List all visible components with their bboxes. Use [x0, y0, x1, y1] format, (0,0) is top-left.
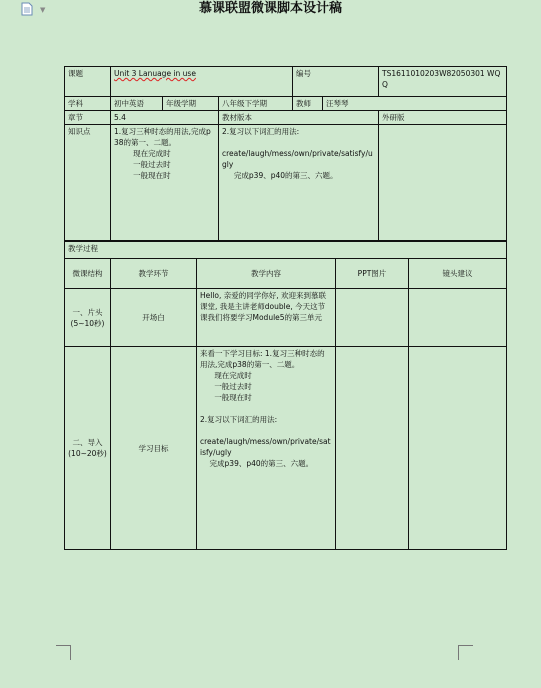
header-camera: 镜头建议 [409, 259, 507, 289]
row-structure[interactable]: 二、导入 (10~20秒) [65, 347, 111, 550]
info-table [64, 66, 507, 241]
process-label: 教学过程 [65, 242, 507, 259]
page-corner-mark-left [56, 645, 71, 660]
row-ppt[interactable] [336, 347, 409, 550]
process-table [64, 241, 507, 550]
grade-value[interactable]: 八年级下学期 [219, 97, 293, 111]
header-step: 教学环节 [111, 259, 197, 289]
chapter-value[interactable]: 5.4 [111, 111, 219, 125]
knowledge-point-2[interactable]: 2.复习以下词汇的用法: create/laugh/mess/own/private/satisfy/ugly 完成p39、p40的第三、六题。 [219, 125, 379, 241]
row-structure[interactable]: 一、片头 (5~10秒) [65, 289, 111, 347]
chapter-label: 章节 [65, 111, 111, 125]
table-row [65, 289, 507, 347]
code-value[interactable]: TS1611010203W82050301 WQQ [379, 67, 507, 97]
header-structure: 微课结构 [65, 259, 111, 289]
page-title: 慕课联盟微课脚本设计稿 [198, 1, 342, 16]
edition-label: 教材版本 [219, 111, 379, 125]
row-content[interactable]: 来看一下学习目标: 1.复习三种时态的用法,完成p38的第一、二题。 现在完成时 一般过去时 一般现在时 2.复习以下词汇的用法: create/laugh/mess/own/private/satisfy/ugly 完成p39、p40的第三、六题。 [197, 347, 336, 550]
row-camera[interactable] [409, 289, 507, 347]
header-ppt: PPT图片 [336, 259, 409, 289]
row-camera[interactable] [409, 347, 507, 550]
row-step[interactable]: 开场白 [111, 289, 197, 347]
edition-value[interactable]: 外研版 [379, 111, 507, 125]
table-row [65, 347, 507, 550]
row-ppt[interactable] [336, 289, 409, 347]
grade-label: 年级学期 [163, 97, 219, 111]
page-corner-mark-right [458, 645, 473, 660]
topic-label: 课题 [65, 67, 111, 97]
chevron-down-icon[interactable]: ▼ [40, 6, 46, 14]
subject-value[interactable]: 初中英语 [111, 97, 163, 111]
knowledge-empty[interactable] [379, 125, 507, 241]
knowledge-point-1[interactable]: 1.复习三种时态的用法,完成p38的第一、二题。 现在完成时 一般过去时 一般现在时 [111, 125, 219, 241]
code-label: 编号 [293, 67, 379, 97]
header-content: 教学内容 [197, 259, 336, 289]
row-content[interactable]: Hello, 亲爱的同学你好, 欢迎来到慕联课堂, 我是主讲老师double, 今天这节课我们将要学习Module5的第三单元 [197, 289, 336, 347]
teacher-label: 教师 [293, 97, 323, 111]
teacher-value[interactable]: 汪琴琴 [323, 97, 507, 111]
row-step[interactable]: 学习目标 [111, 347, 197, 550]
knowledge-label: 知识点 [65, 125, 111, 241]
topic-value[interactable]: Unit 3 Lanuage in use [111, 67, 293, 97]
subject-label: 学科 [65, 97, 111, 111]
